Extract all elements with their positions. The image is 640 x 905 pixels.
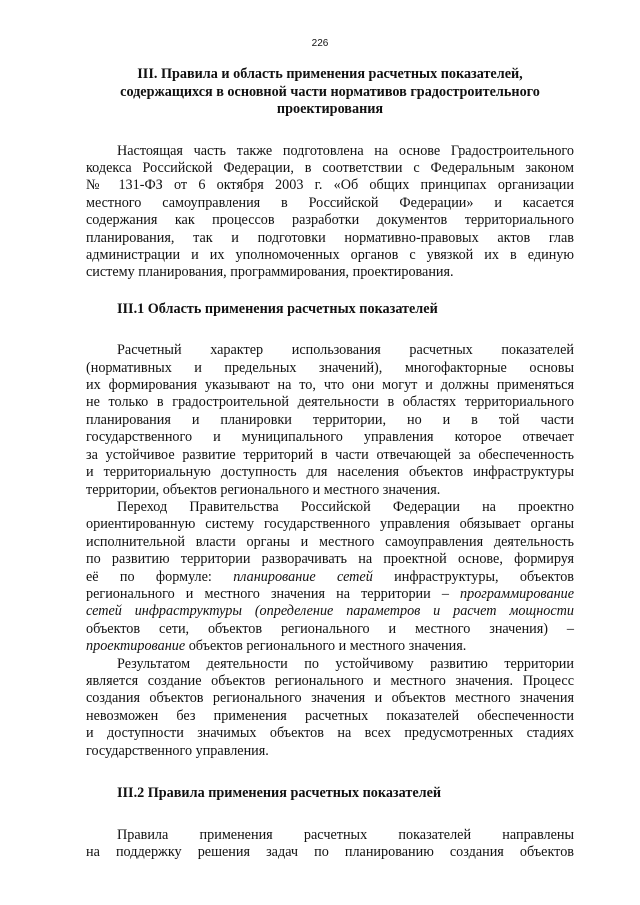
text-line bbox=[86, 586, 574, 603]
text-line: Переход Правительства Российской Федерации на проектно bbox=[117, 498, 574, 515]
text-line: невозможен без применения расчетных показателей обеспеченности bbox=[86, 707, 574, 724]
italic-term: сетей инфраструктуры (определение параметров и расчет мощности bbox=[86, 603, 574, 620]
text-line: Результатом деятельности по устойчивому развитию территории bbox=[117, 655, 574, 672]
section2-paragraph-1 bbox=[86, 827, 574, 862]
chapter-heading-line: содержащихся в основной части нормативов градостроительного bbox=[120, 83, 540, 100]
text-line: и территориальную доступность для населения объектов инфраструктуры bbox=[86, 464, 574, 481]
text-line: создания объектов регионального значения и объектов местного значения bbox=[86, 690, 574, 707]
text-line: государственного управления. bbox=[86, 742, 269, 759]
text-line: № 131-ФЗ от 6 октября 2003 г. «Об общих принципах организации bbox=[86, 177, 574, 194]
text-run: регионального и местного значения на территории – bbox=[86, 585, 461, 602]
text-line bbox=[86, 569, 574, 586]
text-line: кодекса Российской Федерации, в соответствии с Федеральным законом bbox=[86, 159, 574, 176]
italic-term: программирование bbox=[460, 585, 574, 602]
text-line: и доступности значимых объектов на всех предусмотренных стадиях bbox=[86, 725, 574, 742]
text-line: объектов сети, объектов регионального и местного значения) – bbox=[86, 620, 574, 637]
text-line: местного самоуправления в Российской Федерации» и касается bbox=[86, 194, 574, 211]
text-line: планирования и планировки территории, но и в той части bbox=[86, 411, 574, 428]
chapter-heading-line: проектирования bbox=[276, 101, 384, 117]
text-run: объектов регионального и местного значения. bbox=[185, 638, 467, 655]
text-line: Расчетный характер использования расчетных показателей bbox=[117, 342, 574, 359]
text-line: ориентированную систему государственного управления обязывает органы bbox=[86, 516, 574, 533]
section-heading-3-2: III.2 Правила применения расчетных показателей bbox=[117, 785, 442, 801]
text-line: содержания как процессов разработки документов территориального bbox=[86, 212, 574, 229]
text-line: по развитию территории разворачивать на проектной основе, формируя bbox=[86, 551, 574, 568]
text-line: Настоящая часть также подготовлена на основе Градостроительного bbox=[117, 142, 574, 159]
text-line bbox=[86, 603, 574, 620]
text-line: Правила применения расчетных показателей направлены bbox=[117, 826, 574, 843]
page-number: 226 bbox=[311, 38, 329, 49]
text-line: администрации и их уполномоченных органов с увязкой их в единую bbox=[86, 246, 574, 263]
chapter-heading-line: III. Правила и область применения расчетных показателей, bbox=[137, 66, 523, 82]
text-line: систему планирования, программирования, проектирования. bbox=[86, 264, 454, 281]
text-run: её по формуле: bbox=[86, 568, 234, 585]
section1-paragraph-3 bbox=[86, 656, 574, 760]
text-run: инфраструктуры, объектов bbox=[372, 568, 575, 585]
section1-paragraph-1 bbox=[86, 342, 574, 499]
text-line: является создание объектов регионального и местного значения. Процесс bbox=[86, 672, 574, 689]
chapter-heading bbox=[86, 66, 574, 119]
text-line: территории, объектов регионального и местного значения. bbox=[86, 481, 441, 498]
text-line: планирования, так и подготовки нормативно-правовых актов глав bbox=[86, 229, 574, 246]
text-line: за устойчивое развитие территорий в части отвечающей за обеспеченность bbox=[86, 446, 574, 463]
italic-term: планирование сетей bbox=[233, 568, 373, 585]
section1-paragraph-2 bbox=[86, 499, 574, 656]
italic-term: проектирование bbox=[86, 638, 186, 655]
text-line: исполнительной власти органы и местного самоуправления деятельность bbox=[86, 533, 574, 550]
section-heading-3-1: III.1 Область применения расчетных показателей bbox=[117, 300, 438, 317]
text-line: (нормативных и предельных значений), многофакторные основы bbox=[86, 359, 574, 376]
text-line bbox=[86, 638, 574, 655]
text-line: государственного и муниципального управления которое отвечает bbox=[86, 429, 574, 446]
page-content bbox=[86, 66, 574, 861]
text-line: на поддержку решения задач по планированию создания объектов bbox=[86, 843, 574, 860]
text-line: их формирования указывают на то, что они могут и должны применяться bbox=[86, 377, 574, 394]
intro-paragraph bbox=[86, 143, 574, 282]
text-line: не только в градостроительной деятельности в областях территориального bbox=[86, 394, 574, 411]
